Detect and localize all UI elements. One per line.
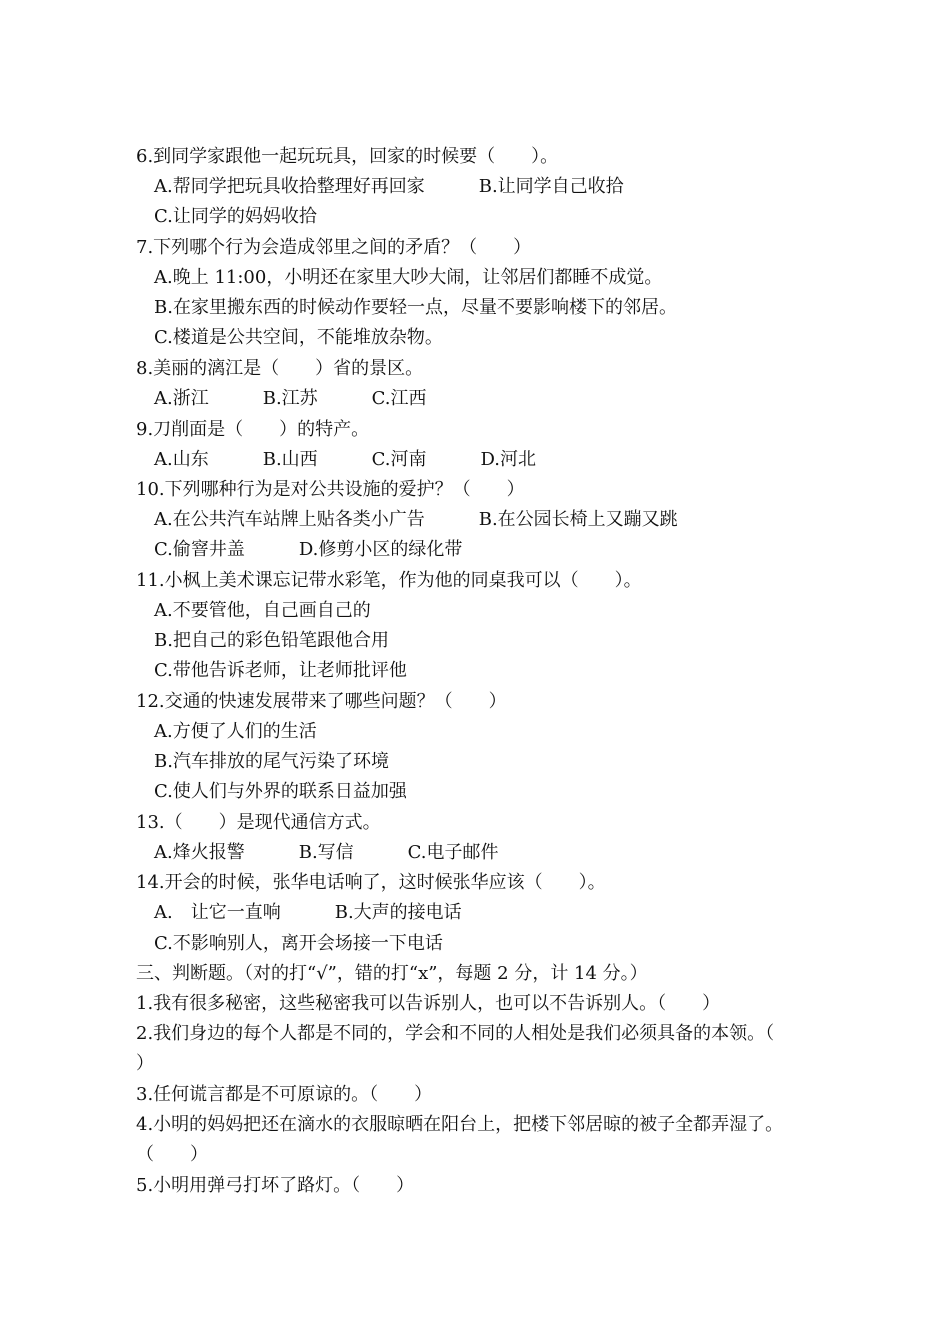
judgement-item-3: 3.任何谎言都是不可原谅的。（ ） <box>136 1084 433 1105</box>
judgement-item-2-continued: ） <box>136 1053 154 1074</box>
question-11-option-b: B.把自己的彩色铅笔跟他合用 <box>154 630 389 651</box>
question-11-option-a: A.不要管他，自己画自己的 <box>154 600 371 621</box>
question-8-options: A.浙江 B.江苏 C.江西 <box>154 388 427 409</box>
question-10-options-line-2: C.偷窨井盖 D.修剪小区的绿化带 <box>154 539 463 560</box>
judgement-item-5: 5.小明用弹弓打坏了路灯。（ ） <box>136 1175 415 1196</box>
question-12-option-c: C.使人们与外界的联系日益加强 <box>154 781 407 802</box>
question-7-stem: 7.下列哪个行为会造成邻里之间的矛盾？（ ） <box>136 237 532 258</box>
judgement-item-4: 4.小明的妈妈把还在滴水的衣服晾晒在阳台上，把楼下邻居晾的被子全都弄湿了。 <box>136 1114 784 1135</box>
judgement-item-4-continued: （ ） <box>136 1144 208 1165</box>
question-6-options-line-2: C.让同学的妈妈收拾 <box>154 206 317 227</box>
question-11-stem: 11.小枫上美术课忘记带水彩笔，作为他的同桌我可以（ ）。 <box>136 570 642 591</box>
question-8-stem: 8.美丽的漓江是（ ）省的景区。 <box>136 358 424 379</box>
question-6-stem: 6.到同学家跟他一起玩玩具，回家的时候要（ ）。 <box>136 146 559 167</box>
question-12-option-a: A.方便了人们的生活 <box>154 721 317 742</box>
question-7-option-a: A.晚上 11:00，小明还在家里大吵大闹，让邻居们都睡不成觉。 <box>154 267 663 288</box>
question-10-options-line-1: A.在公共汽车站牌上贴各类小广告 B.在公园长椅上又蹦又跳 <box>154 509 678 530</box>
question-14-options-line-1: A. 让它一直响 B.大声的接电话 <box>154 902 462 923</box>
judgement-item-1: 1.我有很多秘密，这些秘密我可以告诉别人，也可以不告诉别人。（ ） <box>136 993 721 1014</box>
question-7-option-b: B.在家里搬东西的时候动作要轻一点，尽量不要影响楼下的邻居。 <box>154 297 677 318</box>
question-9-options: A.山东 B.山西 C.河南 D.河北 <box>154 449 537 470</box>
question-12-option-b: B.汽车排放的尾气污染了环境 <box>154 751 389 772</box>
question-13-options: A.烽火报警 B.写信 C.电子邮件 <box>154 842 499 863</box>
question-9-stem: 9.刀削面是（ ）的特产。 <box>136 419 370 440</box>
question-11-option-c: C.带他告诉老师，让老师批评他 <box>154 660 407 681</box>
judgement-item-2: 2.我们身边的每个人都是不同的，学会和不同的人相处是我们必须具备的本领。（ <box>136 1023 775 1044</box>
question-7-option-c: C.楼道是公共空间，不能堆放杂物。 <box>154 327 443 348</box>
question-12-stem: 12.交通的快速发展带来了哪些问题？（ ） <box>136 691 507 712</box>
question-14-options-line-2: C.不影响别人，离开会场接一下电话 <box>154 933 443 954</box>
question-6-options-line-1: A.帮同学把玩具收拾整理好再回家 B.让同学自己收拾 <box>154 176 624 197</box>
question-13-stem: 13.（ ）是现代通信方式。 <box>136 812 381 833</box>
section-three-heading: 三、判断题。（对的打“√”，错的打“x”，每题 2 分，计 14 分。） <box>136 963 648 984</box>
question-10-stem: 10.下列哪种行为是对公共设施的爱护？（ ） <box>136 479 525 500</box>
question-14-stem: 14.开会的时候，张华电话响了，这时候张华应该（ ）。 <box>136 872 606 893</box>
